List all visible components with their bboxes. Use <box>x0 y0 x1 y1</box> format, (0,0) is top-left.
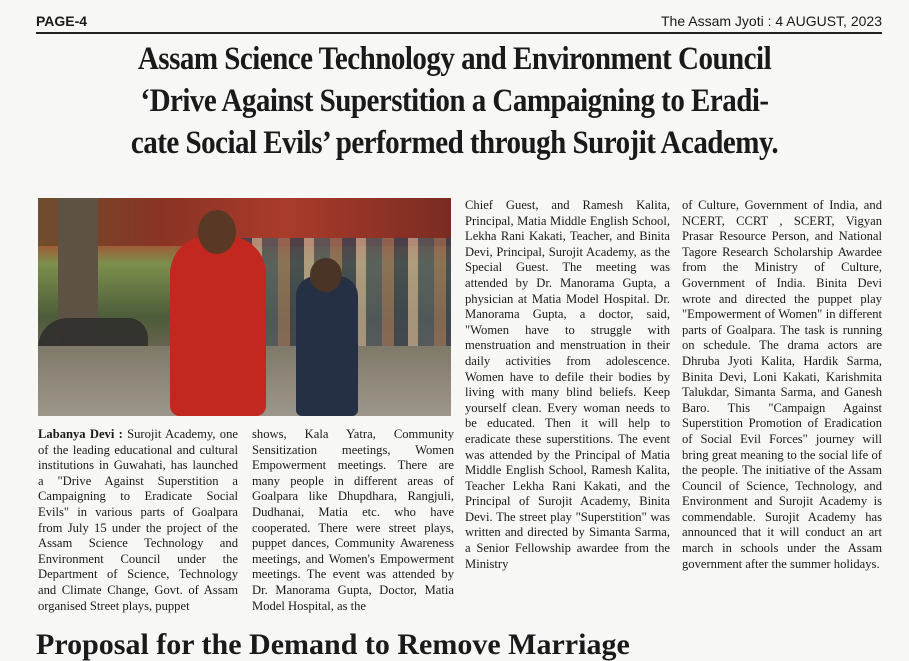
headline <box>81 38 828 164</box>
next-article-headline: Proposal for the Demand to Remove Marriage <box>36 628 630 661</box>
page-number: PAGE-4 <box>36 13 88 29</box>
page-header <box>36 10 882 34</box>
photo-boy-performer <box>296 276 358 416</box>
publication-dateline: The Assam Jyoti : 4 AUGUST, 2023 <box>661 13 882 29</box>
byline: Labanya Devi : <box>38 427 123 441</box>
photo-woman-performer <box>170 236 266 416</box>
article-column-2: shows, Kala Yatra, Community Sensitization meetings, Women Empowerment meetings. There are many people in different areas of Goalpara like Dhupdhara, Rangjuli, Dudhanai, Matia etc. who have cooperated. There were street plays, puppet dances, Community Awareness meetings, and Women's Empowerment meetings. The event was attended by Dr. Manorama Gupta, Doctor, Matia Model Hospital, as the <box>252 427 454 613</box>
photo-boy-head <box>310 258 342 292</box>
headline-line-3: cate Social Evils’ performed through Surojit Academy. <box>130 125 779 161</box>
article-column-3: Chief Guest, and Ramesh Kalita, Principal, Matia Middle English School, Lekha Rani Kakati, Teacher, and Binita Devi, Principal, Surojit Academy, as the Special Guest. The meeting was attended by Dr. Manorama Gupta, a physician at Matia Model Hospital. Dr. Manorama Gupta, a doctor, said, "Women have to struggle with menstruation and menstruation in their daily activities from adolescence. Women have to defile their bodies by living with many blind beliefs. Keep yourself clean. Every woman needs to be educated. Then it will help to eradicate these superstitions. The event was attended by the Principal of Matia Middle English School, Ramesh Kalita, Teacher Lekha Rani Kakati, and the Principal of Surojit Academy, Binita Devi. The street play "Superstition" was written and directed by Simanta Sarma, a Senior Fellowship awardee from the Ministry <box>465 198 670 571</box>
article-photo <box>38 198 451 416</box>
column-1-text: Surojit Academy, one of the leading educational and cultural institutions in Guwahati, has launched a "Drive Against Superstition a Campaigning to Eradicate Social Evils" in various parts of Goalpara from July 15 under the project of the Assam Science Technology and Environment Council under the Department of Science, Technology and Climate Change, Govt. of Assam organised Street plays, puppet <box>38 427 238 613</box>
headline-line-1: Assam Science Technology and Environment Council <box>137 41 772 77</box>
article-column-4: of Culture, Government of India, and NCERT, CCRT , SCERT, Vigyan Prasar Resource Person, and National Tagore Research Scholarship Awardee from the Ministry of Culture, Government of India. Binita Devi wrote and directed the puppet play "Empowerment of Women" in different parts of Goalpara. The task is running on schedule. The drama actors are Dhruba Jyoti Kalita, Hardik Sarma, Binita Devi, Loni Kakati, Karishmita Talukdar, Simanta Sarma, and Ganesh Baro. This "Campaign Against Superstition Promotion of Eradication of Social Evil Forces" journey will bring great meaning to the social life of the people. The initiative of the Assam Council of Science, Technology, and Environment and Surojit Academy is commendable. Surojit Academy has announced that it will conduct an art march in schools under the Assam government after the summer holidays. <box>682 198 882 571</box>
photo-woman-head <box>198 210 236 254</box>
article-column-1 <box>38 427 238 614</box>
headline-line-2: ‘Drive Against Superstition a Campaigning to Eradi- <box>140 83 769 119</box>
